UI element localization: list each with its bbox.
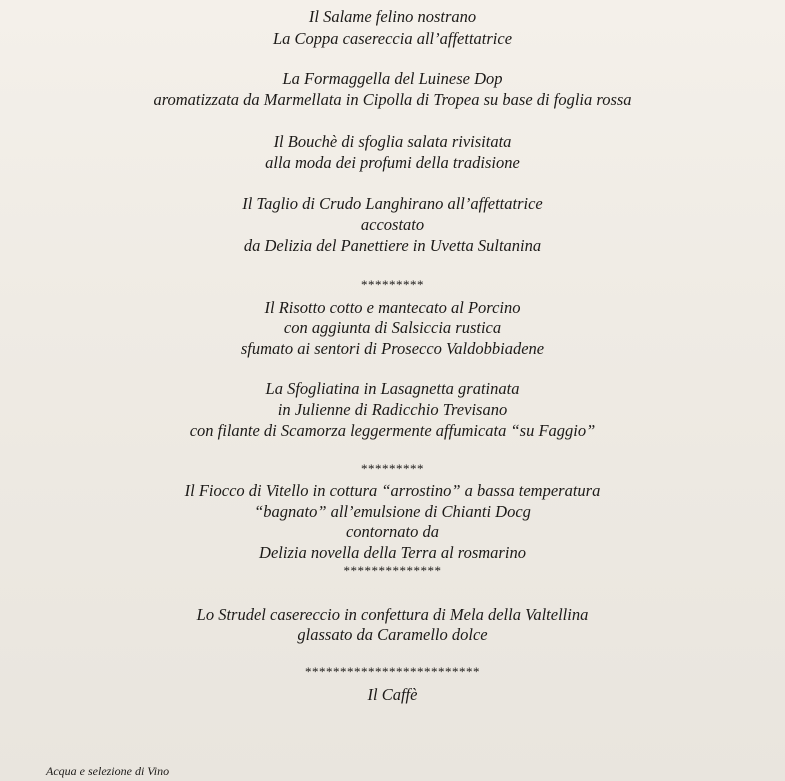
menu-line: La Coppa casereccia all’affettatrice	[272, 29, 513, 48]
menu-line: “bagnato” all’emulsione di Chianti Docg	[254, 502, 531, 521]
menu-line: La Formaggella del Luinese Dop	[282, 69, 503, 88]
footer-note: Acqua e selezione di Vino	[46, 764, 170, 778]
menu-line: da Delizia del Panettiere in Uvetta Sultanina	[243, 236, 542, 255]
separator: *************************	[305, 664, 480, 679]
menu-line: Il Taglio di Crudo Langhirano all’affettatrice	[242, 194, 543, 213]
menu-line: Il Caffè	[367, 685, 418, 704]
separator: *********	[361, 277, 424, 292]
menu-line: La Sfogliatina in Lasagnetta gratinata	[265, 379, 520, 398]
menu-line: aromatizzata da Marmellata in Cipolla di Tropea su base di foglia rossa	[153, 90, 632, 109]
menu-line: alla moda dei profumi della tradisione	[265, 153, 520, 172]
separator: **************	[343, 563, 442, 578]
menu-line: glassato da Caramello dolce	[297, 625, 488, 644]
menu-line: Il Bouchè di sfoglia salata rivisitata	[273, 132, 512, 151]
menu-line: Il Risotto cotto e mantecato al Porcino	[264, 298, 521, 317]
menu-line: contornato da	[345, 522, 440, 541]
menu-line: con aggiunta di Salsiccia rustica	[283, 318, 502, 337]
menu-line: sfumato ai sentori di Prosecco Valdobbiadene	[240, 339, 545, 358]
menu-line: con filante di Scamorza leggermente affumicata “su Faggio”	[189, 421, 596, 440]
menu-line: Il Fiocco di Vitello in cottura “arrostino” a bassa temperatura	[184, 481, 601, 500]
menu-line: Delizia novella della Terra al rosmarino	[259, 543, 526, 562]
menu-line: Il Salame felino nostrano	[308, 7, 477, 26]
menu-line: accostato	[360, 215, 425, 234]
menu-line: in Julienne di Radicchio Trevisano	[277, 400, 508, 419]
separator: *********	[361, 461, 424, 476]
menu-line: Lo Strudel casereccio in confettura di Mela della Valtellina	[196, 605, 589, 624]
